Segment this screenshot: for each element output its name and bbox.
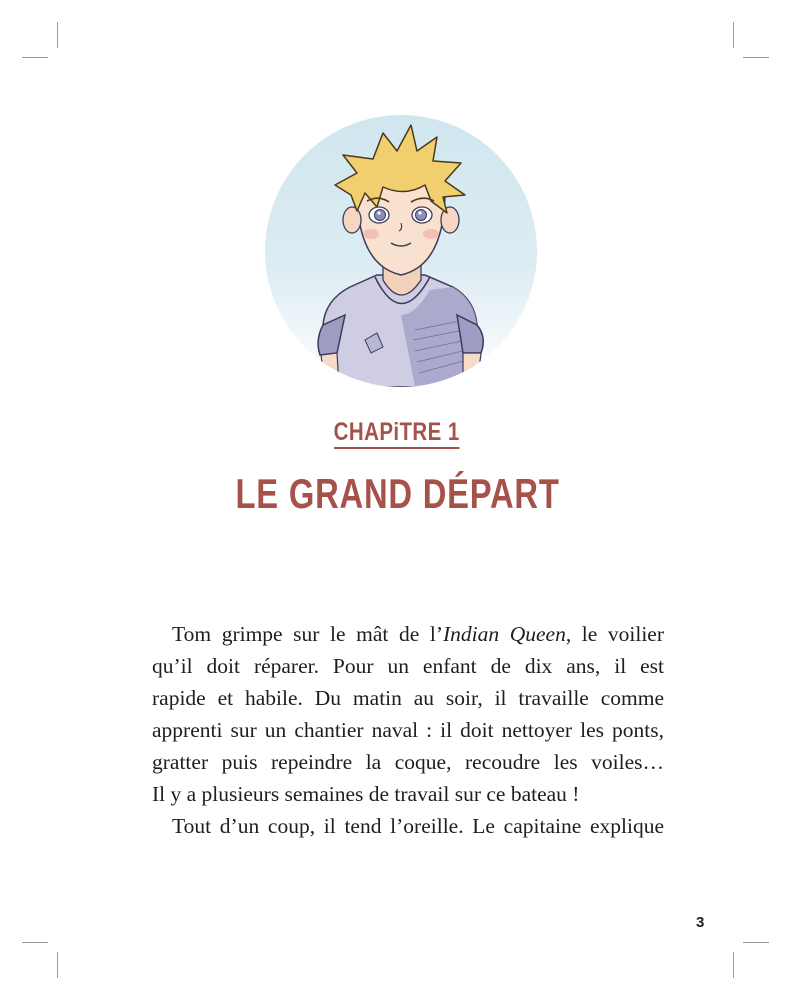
body-line: rapide et habile. Du matin au soir, il travaille comme <box>152 686 664 710</box>
ship-name: Indian Queen <box>442 622 566 646</box>
crop-mark <box>733 952 734 978</box>
page-number: 3 <box>696 914 705 931</box>
body-line: Tout d’un coup, il tend l’oreille. Le capitaine explique <box>172 814 664 838</box>
crop-mark <box>743 57 769 58</box>
chapter-label <box>72 418 721 447</box>
crop-mark <box>57 22 58 48</box>
chapter-label-text: CHAPiTRE 1 <box>334 418 460 449</box>
crop-mark <box>57 952 58 978</box>
body-text <box>152 618 664 842</box>
boy-portrait-illustration <box>265 115 537 387</box>
crop-mark <box>743 942 769 943</box>
body-line: Il y a plusieurs semaines de travail sur ce bateau ! <box>152 782 580 806</box>
body-text-fragment: , le voilier <box>565 622 665 646</box>
chapter-title: LE GRAND DÉPART <box>235 470 560 517</box>
crop-mark <box>22 942 48 943</box>
body-line: gratter puis repeindre la coque, recoudre les voiles… <box>152 750 664 774</box>
crop-mark <box>22 57 48 58</box>
body-line: qu’il doit réparer. Pour un enfant de dix ans, il est <box>152 654 664 678</box>
body-text-fragment: Tom grimpe sur le mât de l’ <box>172 622 443 646</box>
crop-mark <box>733 22 734 48</box>
body-line: apprenti sur un chantier naval : il doit nettoyer les ponts, <box>152 718 664 742</box>
body-line <box>152 618 664 650</box>
